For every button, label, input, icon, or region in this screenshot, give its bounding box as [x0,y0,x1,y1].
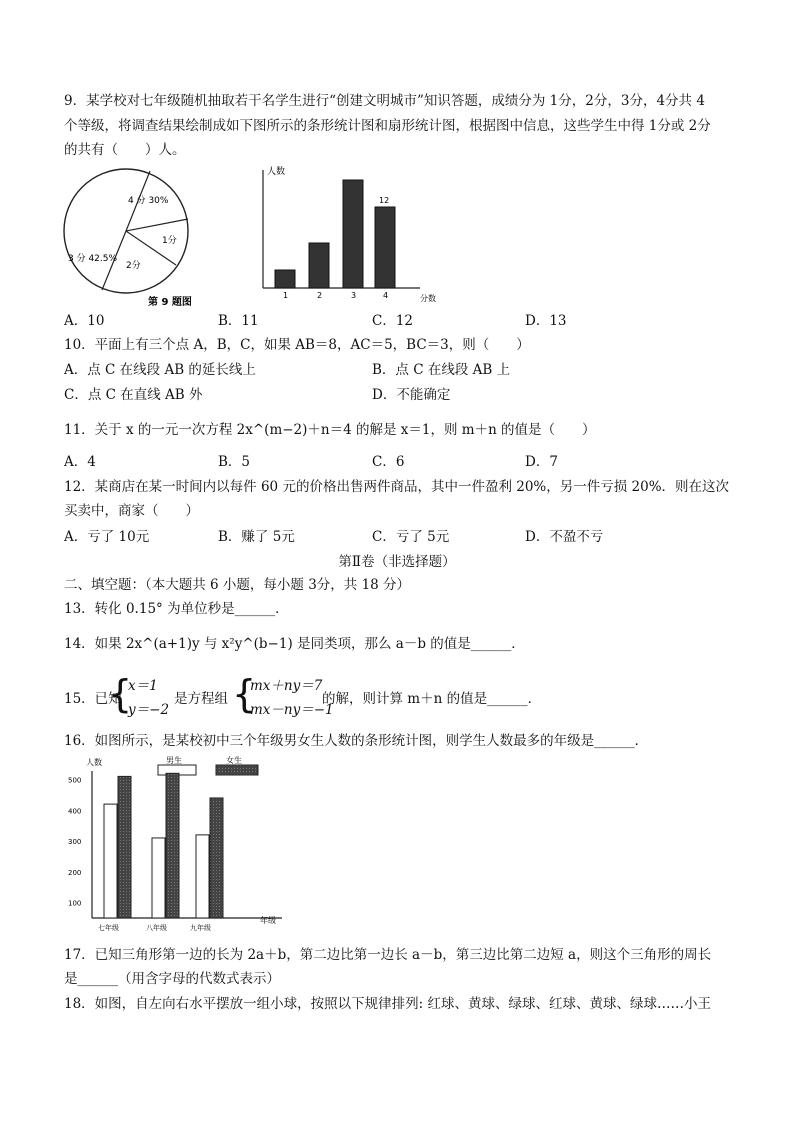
q10-option-b[interactable]: B．点 C 在线段 AB 上 [372,362,511,378]
q10-options-row2 [64,385,744,405]
q10-options-row1 [64,360,744,380]
bar16-xtick-七年级: 七年级 [98,924,119,931]
bar16-bar-男生-七年级 [104,804,117,918]
bar9-bar-4 [375,207,395,288]
q9-line3: 的共有（ ）人。 [64,142,186,158]
pie-label-2: 2分 [126,261,141,271]
pie-label-1: 1分 [162,236,177,246]
q9-fig-caption: 第 9 题图 [148,297,192,308]
q12-line1: 12．某商店在某一时间内以每件 60 元的价格出售两件商品，其中一件盈利 20%，另一件亏损 20%．则在这次 [64,479,730,495]
bar9-bar-3 [343,180,363,288]
q12-option-c[interactable]: C．亏了 5元 [372,529,450,545]
q18-text: 18．如图，自左向右水平摆放一组小球，按照以下规律排列: 红球、黄球、绿球、红球、黄球、绿球……小王 [64,996,712,1012]
bar16-xlabel: 年级 [260,916,276,925]
bar16-bar-女生-九年级 [210,798,223,918]
fill-section-header: 二、填空题：（本大题共 6 小题，每小题 3分，共 18 分） [64,577,411,593]
q11-option-b[interactable]: B．5 [218,454,251,470]
q12-option-a[interactable]: A．亏了 10元 [64,529,150,545]
legend-boys-label: 男生 [166,756,182,765]
q14-text: 14．如果 2x^(a+1)y 与 x²y^(b−1) 是同类项，那么 a－b 的值是______． [64,636,525,652]
q15-sys1-eq1: x＝1 [128,678,158,694]
bar9-tick-3: 3 [351,291,357,300]
q12-options [64,527,744,547]
q9-line2: 个等级，将调查结果绘制成如下图所示的条形统计图和扇形统计图，根据图中信息，这些学生中得 1分或 2分 [64,118,711,134]
bar9-xlabel: 分数 [420,294,436,303]
legend-girls-swatch [216,765,258,775]
q11-option-c[interactable]: C．6 [372,454,405,470]
q16-text: 16．如图所示，是某校初中三个年级男女生人数的条形统计图，则学生人数最多的年级是______． [64,733,649,749]
q9-option-d[interactable]: D．13 [525,313,567,329]
q9-line1: 9．某学校对七年级随机抽取若干名学生进行“创建文明城市”知识答题，成绩分为 1分，2分，3分，4分共 4 [64,93,705,109]
q12-option-d[interactable]: D．不盈不亏 [525,529,604,545]
bar16-xtick-九年级: 九年级 [190,924,211,931]
q11-option-a[interactable]: A．4 [64,454,96,470]
bar16-ylabel: 人数 [86,758,102,767]
q9-options [64,311,744,331]
section2-title: 第Ⅱ卷（非选择题） [338,554,456,570]
bar16-ytick-300: 300 [68,838,82,847]
q11-text: 11．关于 x 的一元一次方程 2x^(m−2)＋n＝4 的解是 x＝1，则 m＋n 的值是（ ） [64,422,596,438]
bar9-bar-2 [309,243,329,288]
q17-line1: 17．已知三角形第一边的长为 2a＋b，第二边比第一边长 a－b，第三边比第二边短 a，则这个三角形的周长 [64,947,712,963]
q15-sys2-eq1: mx＋ny＝7 [250,678,323,694]
bar9-ylabel: 人数 [267,167,286,177]
q10-text: 10．平面上有三个点 A，B，C，如果 AB＝8，AC＝5，BC＝3，则（ ） [64,337,530,353]
q12-option-b[interactable]: B．赚了 5元 [218,529,295,545]
q9-bar-chart [255,162,445,308]
bar9-bar-1 [275,270,295,288]
bar16-ytick-400: 400 [68,807,82,816]
q15 [64,672,744,722]
bar9-tick-2: 2 [317,291,323,300]
bar9-data-label-4: 12 [379,196,390,205]
q10-option-c[interactable]: C．点 C 在直线 AB 外 [64,387,203,403]
q12-line2: 买卖中，商家（ ） [64,503,199,519]
q15-mid: 是方程组 [174,691,228,707]
bar16-bar-男生-九年级 [196,835,209,918]
pie-label-3: 3 分 42.5% [68,254,118,264]
q9-option-c[interactable]: C．12 [372,313,414,329]
q11-options [64,452,744,472]
bar16-bar-男生-八年级 [152,838,165,918]
q9-option-b[interactable]: B．11 [218,313,259,329]
q15-brace-1: { [108,672,133,716]
bar16-bar-女生-八年级 [166,773,179,918]
bar16-bar-女生-七年级 [118,776,131,918]
bar9-tick-4: 4 [383,291,389,300]
q15-sys1-eq2: y＝−2 [128,702,170,718]
q10-option-d[interactable]: D．不能确定 [372,387,451,403]
bar16-ytick-100: 100 [68,899,82,908]
q15-sys2-eq2: mx－ny＝−1 [250,702,334,718]
q16-bar-chart [60,753,300,931]
q13-text: 13．转化 0.15° 为单位秒是______． [64,601,289,617]
q10-option-a[interactable]: A．点 C 在线段 AB 的延长线上 [64,362,256,378]
q11-option-d[interactable]: D．7 [525,454,558,470]
q17-line2: 是______（用含字母的代数式表示） [64,971,280,987]
q15-brace-2: { [232,672,257,716]
bar9-tick-1: 1 [283,291,289,300]
q15-suffix: 的解，则计算 m＋n 的值是______． [322,691,542,707]
legend-girls-label: 女生 [226,756,242,765]
bar16-ytick-200: 200 [68,868,82,877]
bar16-xtick-八年级: 八年级 [146,924,167,931]
bar16-ytick-500: 500 [68,776,82,785]
q9-option-a[interactable]: A．10 [64,313,105,329]
q9-pie-chart [62,165,202,315]
pie-label-4: 4 分 30% [128,196,169,206]
q15-prefix: 15．已知 [64,691,122,707]
